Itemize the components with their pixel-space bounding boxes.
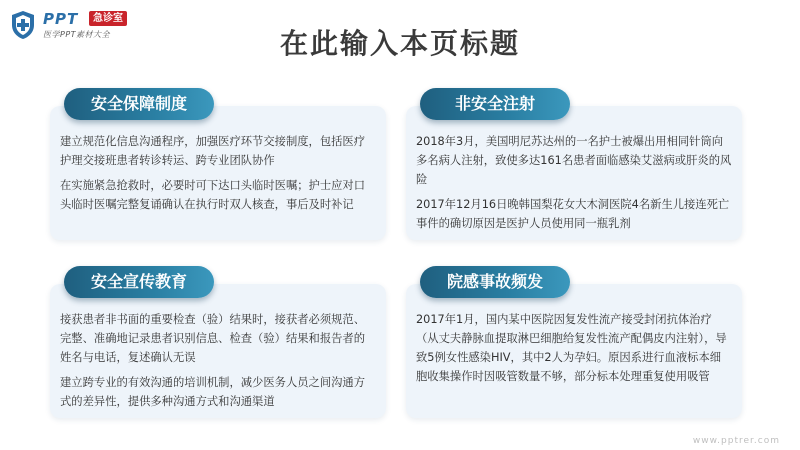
panel-paragraph: 2017年12月16日晚韩国梨花女大木洞医院4名新生儿接连死亡事件的确切原因是医护人员使用同一瓶乳剂 bbox=[416, 198, 730, 230]
panel-safety-system bbox=[50, 94, 386, 240]
logo-brand-text: PPT bbox=[43, 10, 79, 28]
panel-infection-incidents bbox=[406, 272, 742, 418]
panel-paragraph: 在实施紧急抢救时，必要时可下达口头临时医嘱；护士应对口头临时医嘱完整复诵确认在执行时双人核查，事后及时补记 bbox=[60, 179, 366, 211]
panel-safety-education bbox=[50, 272, 386, 418]
panel-heading: 安全保障制度 bbox=[64, 88, 214, 120]
panel-paragraph: 接获患者非书面的重要检查（验）结果时，接获者必须规范、完整、准确地记录患者识别信息、检查（验）结果和报告者的姓名与电话，复述确认无误 bbox=[60, 313, 366, 364]
panel-paragraph: 建立规范化信息沟通程序，加强医疗环节交接制度，包括医疗护理交接班患者转诊转运、跨专业团队协作 bbox=[60, 135, 366, 167]
panel-paragraph: 2017年1月，国内某中医院因复发性流产接受封闭抗体治疗（从丈夫静脉血提取淋巴细胞给复发性流产配偶皮内注射），导致5例女性感染HIV，其中2人为孕妇。原因系进行血液标本细胞收集操作时因吸管数量不够，部分标本处理重复使用吸管 bbox=[416, 313, 727, 383]
panel-heading: 院感事故频发 bbox=[420, 266, 570, 298]
panel-body bbox=[416, 132, 732, 239]
panel-body bbox=[60, 310, 376, 417]
logo-brand-tag: 急诊室 bbox=[89, 11, 127, 26]
panel-body bbox=[60, 132, 376, 220]
page-title: 在此输入本页标题 bbox=[279, 27, 520, 60]
panel-body bbox=[416, 310, 732, 392]
panel-paragraph: 2018年3月，美国明尼苏达州的一名护士被爆出用相同针筒向多名病人注射，致使多达161名患者面临感染艾滋病或肝炎的风险 bbox=[416, 135, 732, 186]
watermark: www.pptrer.com bbox=[692, 436, 780, 446]
logo-subtitle: 医学PPT素材大全 bbox=[43, 30, 111, 39]
panel-unsafe-injection bbox=[406, 94, 742, 240]
panel-heading: 安全宣传教育 bbox=[64, 266, 214, 298]
panel-heading: 非安全注射 bbox=[420, 88, 570, 120]
panel-paragraph: 建立跨专业的有效沟通的培训机制，减少医务人员之间沟通方式的差异性，提供多种沟通方式和沟通渠道 bbox=[60, 376, 366, 408]
